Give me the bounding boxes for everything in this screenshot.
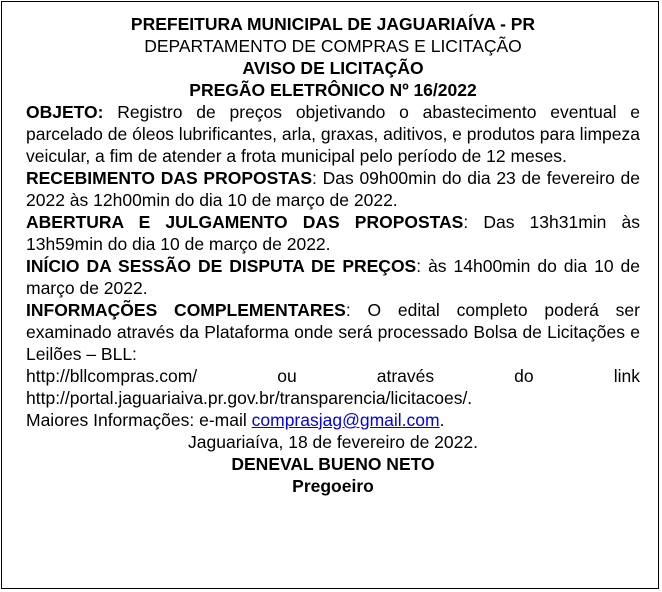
contato-suffix: . (439, 410, 445, 430)
notice-frame (1, 1, 659, 589)
signatory-name: DENEVAL BUENO NETO (231, 454, 435, 474)
url-bll[interactable]: http://bllcompras.com/ (26, 366, 198, 386)
url-word-ou: ou (277, 366, 297, 386)
section-informacoes (26, 299, 640, 365)
section-objeto (26, 101, 640, 167)
recebimento-label: RECEBIMENTO DAS PROPOSTAS (26, 168, 312, 188)
recebimento-text: : Das 09h00min do dia 23 de fevereiro de 2022 às 12h00min do dia 10 de março de 2022. (26, 168, 641, 210)
signatory-role: Pregoeiro (292, 476, 374, 496)
url-word-link: link (613, 366, 640, 386)
abertura-label: ABERTURA E JULGAMENTO DAS PROPOSTAS (26, 212, 464, 232)
place-date: Jaguariaíva, 18 de fevereiro de 2022. (188, 432, 478, 452)
header-municipality: PREFEITURA MUNICIPAL DE JAGUARIAÍVA - PR (130, 14, 536, 34)
objeto-label: OBJETO: (26, 102, 104, 122)
inicio-text: : às 14h00min do dia 10 de março de 2022. (26, 256, 640, 298)
url-word-do: do (514, 366, 534, 386)
header-department: DEPARTAMENTO DE COMPRAS E LICITAÇÃO (144, 36, 522, 56)
section-inicio (26, 255, 640, 299)
section-contato (26, 409, 640, 431)
header-notice-title: AVISO DE LICITAÇÃO (242, 58, 424, 78)
abertura-text: : Das 13h31min às 13h59min do dia 10 de março de 2022. (26, 212, 641, 254)
informacoes-label: INFORMAÇÕES COMPLEMENTARES (26, 300, 346, 320)
url-portal[interactable]: http://portal.jaguariaiva.pr.gov.br/transparencia/licitacoes/. (26, 388, 473, 408)
informacoes-url-line (26, 365, 640, 387)
section-recebimento (26, 167, 640, 211)
notice-body (26, 13, 640, 497)
inicio-label: INÍCIO DA SESSÃO DE DISPUTA DE PREÇOS (26, 256, 417, 276)
informacoes-text: : O edital completo poderá ser examinado através da Plataforma onde será processado Bolsa de Licitações e Leilões – BLL: (26, 300, 640, 364)
email-link[interactable]: comprasjag@gmail.com (251, 410, 440, 430)
contato-prefix: Maiores Informações: e-mail (26, 410, 252, 430)
url-word-atraves: através (376, 366, 435, 386)
section-abertura (26, 211, 640, 255)
header-pregao-number: PREGÃO ELETRÔNICO Nº 16/2022 (189, 80, 477, 100)
objeto-text: Registro de preços objetivando o abastecimento eventual e parcelado de óleos lubrificantes, arla, graxas, aditivos, e produtos para limpeza veicular, a fim de atender a frota municipal pelo período de 12 meses. (26, 102, 640, 166)
